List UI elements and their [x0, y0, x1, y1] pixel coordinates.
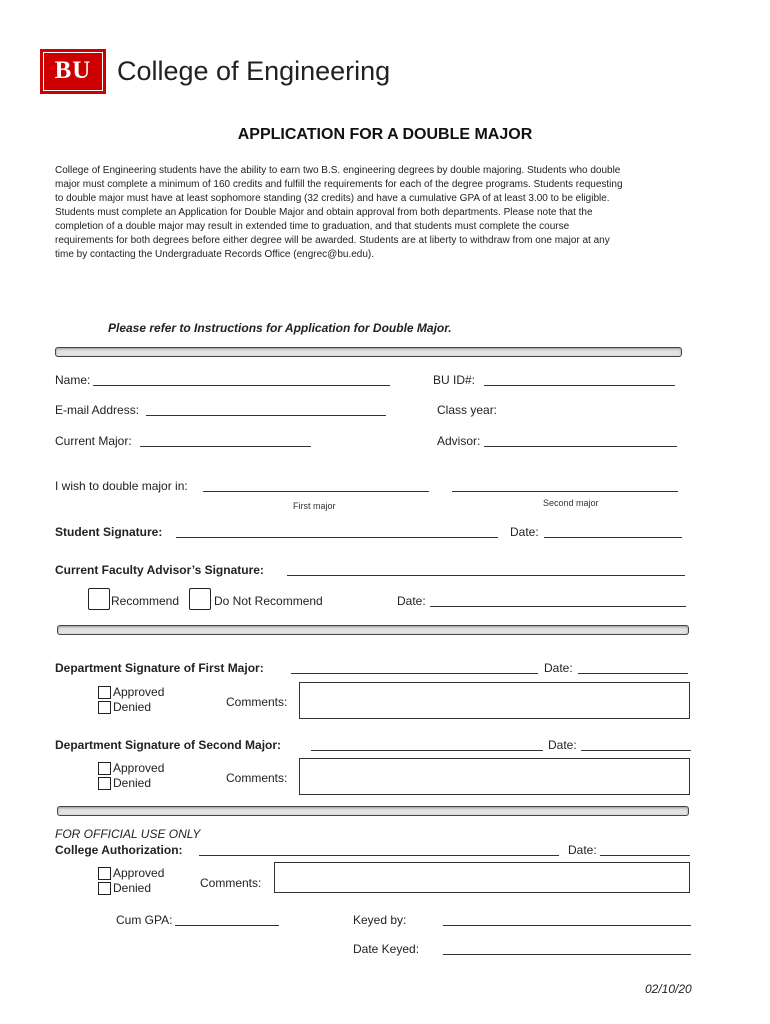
current-major-field[interactable] — [140, 446, 311, 447]
instructions-note: Please refer to Instructions for Application for Double Major. — [108, 321, 452, 335]
dept-second-approved-checkbox[interactable] — [98, 762, 111, 775]
dept-second-denied-checkbox[interactable] — [98, 777, 111, 790]
intro-line: Students must complete an Application for Double Major and obtain approval from both departments. Please note that the — [55, 207, 593, 218]
date-keyed-label: Date Keyed: — [353, 942, 420, 956]
official-comments-label: Comments: — [200, 876, 262, 890]
advisor-signature-label: Current Faculty Advisor’s Signature: — [55, 563, 264, 577]
dept-first-signature-label: Department Signature of First Major: — [55, 661, 264, 675]
intro-line: requirements for both degrees before either degree will be awarded. Students are at liberty to withdraw from one major at any — [55, 235, 610, 246]
dept-first-approved-checkbox[interactable] — [98, 686, 111, 699]
dept-second-comments-box[interactable] — [299, 758, 690, 795]
second-major-caption: Second major — [543, 498, 599, 508]
dept-first-denied-checkbox[interactable] — [98, 701, 111, 714]
official-approved-checkbox[interactable] — [98, 867, 111, 880]
advisor-date-label: Date: — [397, 594, 426, 608]
section-divider — [55, 347, 682, 357]
dept-second-date-field[interactable] — [581, 750, 691, 751]
not-recommend-checkbox[interactable] — [189, 588, 211, 610]
dept-second-approved-label: Approved — [113, 761, 165, 775]
class-year-label: Class year: — [437, 403, 498, 417]
keyed-by-label: Keyed by: — [353, 913, 407, 927]
official-comments-box[interactable] — [274, 862, 690, 893]
first-major-field[interactable] — [203, 491, 429, 492]
dept-second-comments-label: Comments: — [226, 771, 288, 785]
college-auth-label: College Authorization: — [55, 843, 183, 857]
official-date-field[interactable] — [600, 855, 690, 856]
student-date-label: Date: — [510, 525, 539, 539]
dept-first-approved-label: Approved — [113, 685, 165, 699]
college-auth-field[interactable] — [199, 855, 559, 856]
section-divider — [57, 806, 689, 816]
student-date-field[interactable] — [544, 537, 682, 538]
recommend-label: Recommend — [111, 594, 180, 608]
form-title: APPLICATION FOR A DOUBLE MAJOR — [237, 126, 533, 143]
official-use-heading: FOR OFFICIAL USE ONLY — [55, 827, 201, 841]
second-major-field[interactable] — [452, 491, 678, 492]
intro-line: major must complete a minimum of 160 credits and fulfill the requirements for each of the degree programs. Students requesting — [55, 179, 623, 190]
dept-first-date-field[interactable] — [578, 673, 688, 674]
dept-second-denied-label: Denied — [113, 776, 152, 790]
intro-line: College of Engineering students have the ability to earn two B.S. engineering degrees by double majoring. Students who double — [55, 165, 621, 176]
bu-logo-text: BU — [54, 57, 92, 84]
name-label: Name: — [55, 373, 91, 387]
recommend-checkbox[interactable] — [88, 588, 110, 610]
email-field[interactable] — [146, 415, 386, 416]
official-denied-label: Denied — [113, 881, 152, 895]
cum-gpa-label: Cum GPA: — [116, 913, 173, 927]
section-divider — [57, 625, 689, 635]
name-field[interactable] — [93, 385, 390, 386]
bu-logo — [40, 49, 106, 94]
form-revision-date: 02/10/20 — [645, 982, 692, 996]
official-approved-label: Approved — [113, 866, 165, 880]
student-signature-label: Student Signature: — [55, 525, 163, 539]
dept-first-comments-box[interactable] — [299, 682, 690, 719]
student-signature-field[interactable] — [176, 537, 498, 538]
intro-line: to double major must have at least sophomore standing (32 credits) and have a cumulative GPA of at least 3.00 to be eligible. — [55, 193, 610, 204]
dept-second-date-label: Date: — [548, 738, 577, 752]
not-recommend-label: Do Not Recommend — [214, 594, 323, 608]
keyed-by-field[interactable] — [443, 925, 691, 926]
double-major-label: I wish to double major in: — [55, 479, 188, 493]
current-major-label: Current Major: — [55, 434, 132, 448]
dept-second-signature-field[interactable] — [311, 750, 543, 751]
first-major-caption: First major — [293, 501, 336, 511]
official-date-label: Date: — [568, 843, 597, 857]
advisor-field[interactable] — [484, 446, 677, 447]
dept-first-denied-label: Denied — [113, 700, 152, 714]
buid-field[interactable] — [484, 385, 675, 386]
intro-paragraph — [55, 164, 623, 262]
intro-line: completion of a double major may result in extended time to graduation, and that students must complete the course — [55, 221, 570, 232]
college-name: College of Engineering — [117, 56, 391, 86]
advisor-label: Advisor: — [437, 434, 481, 448]
dept-first-date-label: Date: — [544, 661, 573, 675]
intro-line: time by contacting the Undergraduate Records Office (engrec@bu.edu). — [55, 249, 375, 260]
official-denied-checkbox[interactable] — [98, 882, 111, 895]
dept-first-signature-field[interactable] — [291, 673, 538, 674]
date-keyed-field[interactable] — [443, 954, 691, 955]
dept-first-comments-label: Comments: — [226, 695, 288, 709]
advisor-signature-field[interactable] — [287, 575, 685, 576]
dept-second-signature-label: Department Signature of Second Major: — [55, 738, 282, 752]
cum-gpa-field[interactable] — [175, 925, 279, 926]
email-label: E-mail Address: — [55, 403, 140, 417]
advisor-date-field[interactable] — [430, 606, 686, 607]
buid-label: BU ID#: — [433, 373, 476, 387]
